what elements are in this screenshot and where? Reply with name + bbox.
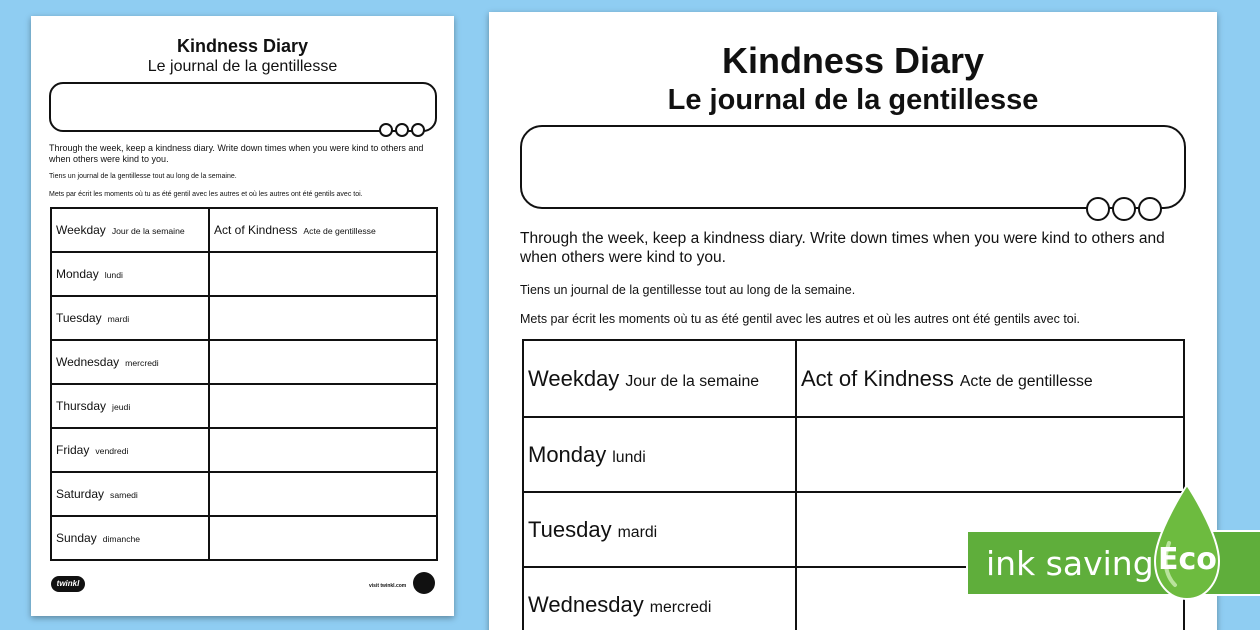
page-subtitle: Le journal de la gentillesse xyxy=(147,58,338,75)
table-row: Monday lundi xyxy=(51,252,437,296)
act-cell[interactable] xyxy=(209,340,437,384)
footer-url: visit twinkl.com xyxy=(369,583,407,589)
table-row: Monday lundi xyxy=(523,417,1184,492)
act-cell[interactable] xyxy=(209,428,437,472)
eco-label: Eco xyxy=(1158,542,1217,577)
act-cell[interactable] xyxy=(209,472,437,516)
table-row: Saturday samedi xyxy=(51,472,437,516)
table-row: Tuesday mardi xyxy=(523,492,1184,567)
kindness-table xyxy=(50,207,438,561)
twinkl-logo: twinkl xyxy=(51,576,85,592)
instruction-fr-1: Tiens un journal de la gentillesse tout au long de la semaine. xyxy=(49,173,237,180)
instruction-fr-2: Mets par écrit les moments où tu as été gentil avec les autres et où les autres ont été gentils avec toi. xyxy=(520,312,1081,326)
act-cell[interactable] xyxy=(209,516,437,560)
table-row: Sunday dimanche xyxy=(51,516,437,560)
act-cell[interactable] xyxy=(209,296,437,340)
header-act: Act of Kindness Acte de gentillesse xyxy=(796,340,1184,417)
table-row: Wednesday mercredi xyxy=(523,567,1184,630)
act-cell[interactable] xyxy=(209,384,437,428)
table-row: Thursday jeudi xyxy=(51,384,437,428)
page-title: Kindness Diary xyxy=(176,36,309,56)
table-header-row xyxy=(523,340,1184,417)
act-cell[interactable] xyxy=(209,252,437,296)
footer-badge-icon xyxy=(413,572,435,594)
header-act: Act of Kindness Acte de gentillesse xyxy=(209,208,437,252)
instruction-fr-2: Mets par écrit les moments où tu as été gentil avec les autres et où les autres ont été gentils avec toi. xyxy=(49,191,363,198)
header-weekday: Weekday Jour de la semaine xyxy=(51,208,209,252)
name-box-dots xyxy=(1086,197,1162,221)
page-title: Kindness Diary xyxy=(721,40,985,81)
table-header-row xyxy=(51,208,437,252)
page-subtitle: Le journal de la gentillesse xyxy=(667,84,1039,116)
instruction-en: Through the week, keep a kindness diary. Write down times when you were kind to others and when others were kind to you. xyxy=(49,143,424,165)
act-cell[interactable] xyxy=(796,417,1184,492)
instruction-en: Through the week, keep a kindness diary. Write down times when you were kind to others and when others were kind to you. xyxy=(520,230,1165,267)
worksheet-preview-small xyxy=(31,16,454,616)
header-weekday: Weekday Jour de la semaine xyxy=(523,340,796,417)
table-row: Wednesday mercredi xyxy=(51,340,437,384)
table-row: Tuesday mardi xyxy=(51,296,437,340)
table-row: Friday vendredi xyxy=(51,428,437,472)
ink-saving-label: ink saving xyxy=(986,544,1154,583)
instruction-fr-1: Tiens un journal de la gentillesse tout au long de la semaine. xyxy=(520,283,856,297)
name-box-dots xyxy=(379,123,425,137)
